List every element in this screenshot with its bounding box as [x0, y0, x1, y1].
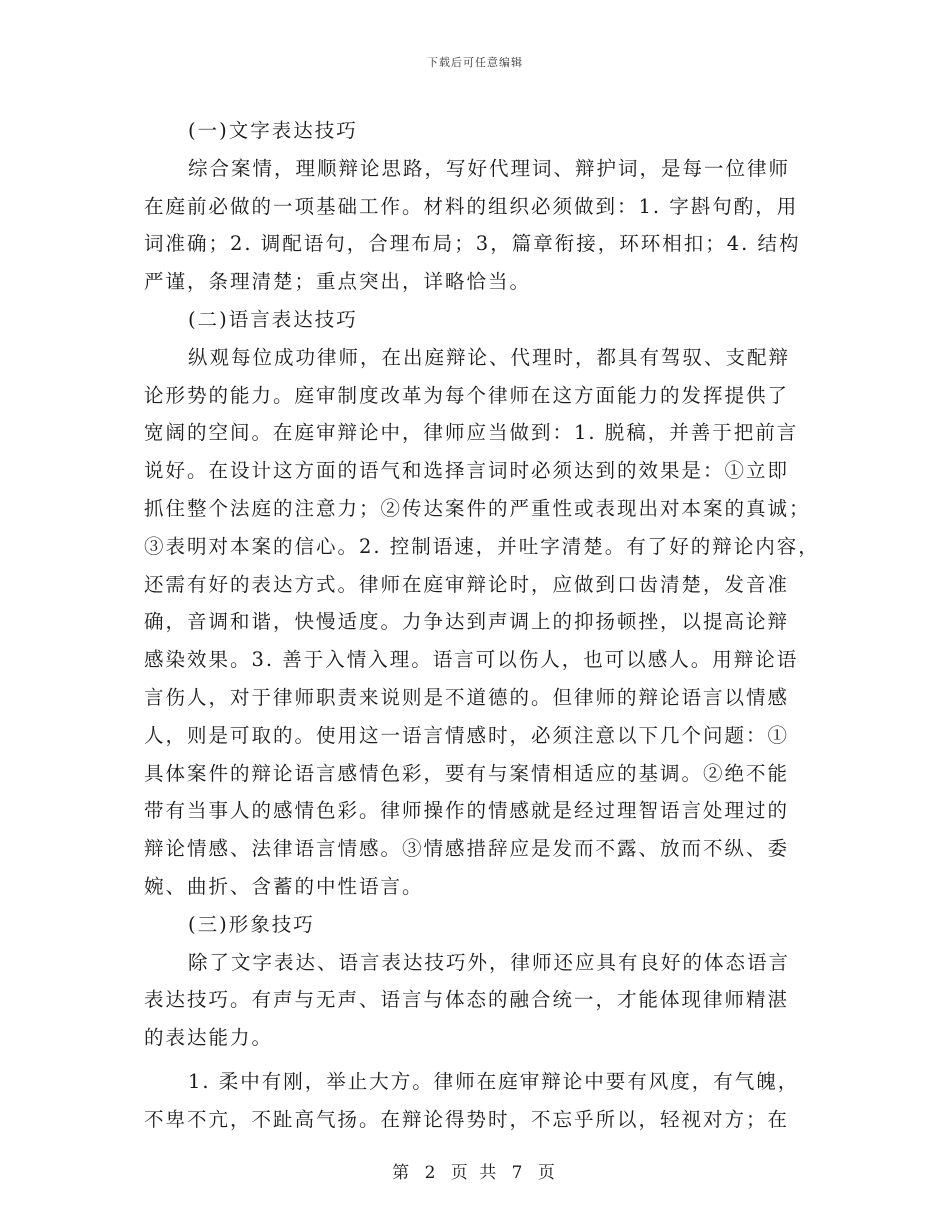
header-note: 下载后可任意编辑 — [427, 56, 523, 69]
text-line: 论形势的能力。庭审制度改革为每个律师在这方面能力的发挥提供了 — [144, 383, 790, 407]
footer-prefix: 第 — [392, 1163, 413, 1183]
text-line: 抓住整个法庭的注意力；②传达案件的严重性或表现出对本案的真诚； — [144, 496, 811, 520]
text-line: (一)文字表达技巧 — [188, 119, 358, 142]
text-line: 确，音调和谐，快慢适度。力争达到声调上的抑扬顿挫，以提高论辩 — [144, 610, 790, 634]
text-line: (二)语言表达技巧 — [188, 307, 358, 331]
footer-current-page: 2 — [424, 1163, 439, 1183]
text-line: 人，则是可取的。使用这一语言情感时，必须注意以下几个问题：① — [144, 723, 790, 747]
text-line: 说好。在设计这方面的语气和选择言词时必须达到的效果是：①立即 — [144, 459, 790, 483]
text-line: 言伤人，对于律师职责来说则是不道德的。但律师的辩论语言以情感 — [144, 685, 790, 709]
footer-middle: 页 共 — [450, 1163, 500, 1183]
text-line: 带有当事人的感情色彩。律师操作的情感就是经过理智语言处理过的 — [144, 799, 790, 823]
text-line: 具体案件的辩论语言感情色彩，要有与案情相适应的基调。②绝不能 — [144, 761, 790, 785]
footer-total-pages: 7 — [511, 1163, 526, 1183]
document-body — [144, 112, 820, 1139]
text-line: 的表达能力。 — [144, 1026, 274, 1050]
text-line: 1. 柔中有刚，举止大方。律师在庭审辩论中要有风度，有气魄， — [188, 1069, 800, 1093]
text-line: 还需有好的表达方式。律师在庭审辩论时，应做到口齿清楚，发音准 — [144, 572, 790, 596]
text-line: 纵观每位成功律师，在出庭辩论、代理时，都具有驾驭、支配辩 — [188, 345, 791, 369]
text-line: 不卑不亢，不趾高气扬。在辩论得势时，不忘乎所以，轻视对方；在 — [144, 1107, 790, 1131]
text-line: 综合案情，理顺辩论思路，写好代理词、辩护词，是每一位律师 — [188, 156, 791, 180]
text-line: 表达技巧。有声与无声、语言与体态的融合统一，才能体现律师精湛 — [144, 988, 790, 1012]
page-footer — [0, 1158, 950, 1183]
text-line: 除了文字表达、语言表达技巧外，律师还应具有良好的体态语言 — [188, 950, 791, 974]
footer-suffix: 页 — [537, 1163, 558, 1183]
text-line: 感染效果。3. 善于入情入理。语言可以伤人，也可以感人。用辩论语 — [144, 648, 799, 672]
text-line: 宽阔的空间。在庭审辩论中，律师应当做到：1. 脱稿，并善于把前言 — [144, 421, 799, 445]
text-line: 词准确；2. 调配语句，合理布局；3，篇章衔接，环环相扣；4. 结构 — [144, 232, 801, 256]
text-line: 辩论情感、法律语言情感。③情感措辞应是发而不露、放而不纵、委 — [144, 837, 790, 861]
text-line: ③表明对本案的信心。2. 控制语速，并吐字清楚。有了好的辩论内容， — [144, 534, 820, 558]
text-line: (三)形象技巧 — [188, 912, 315, 936]
text-line: 在庭前必做的一项基础工作。材料的组织必须做到：1. 字斟句酌，用 — [144, 194, 799, 218]
text-line: 婉、曲折、含蓄的中性语言。 — [144, 874, 424, 898]
text-line: 严谨，条理清楚；重点突出，详略恰当。 — [144, 270, 532, 294]
